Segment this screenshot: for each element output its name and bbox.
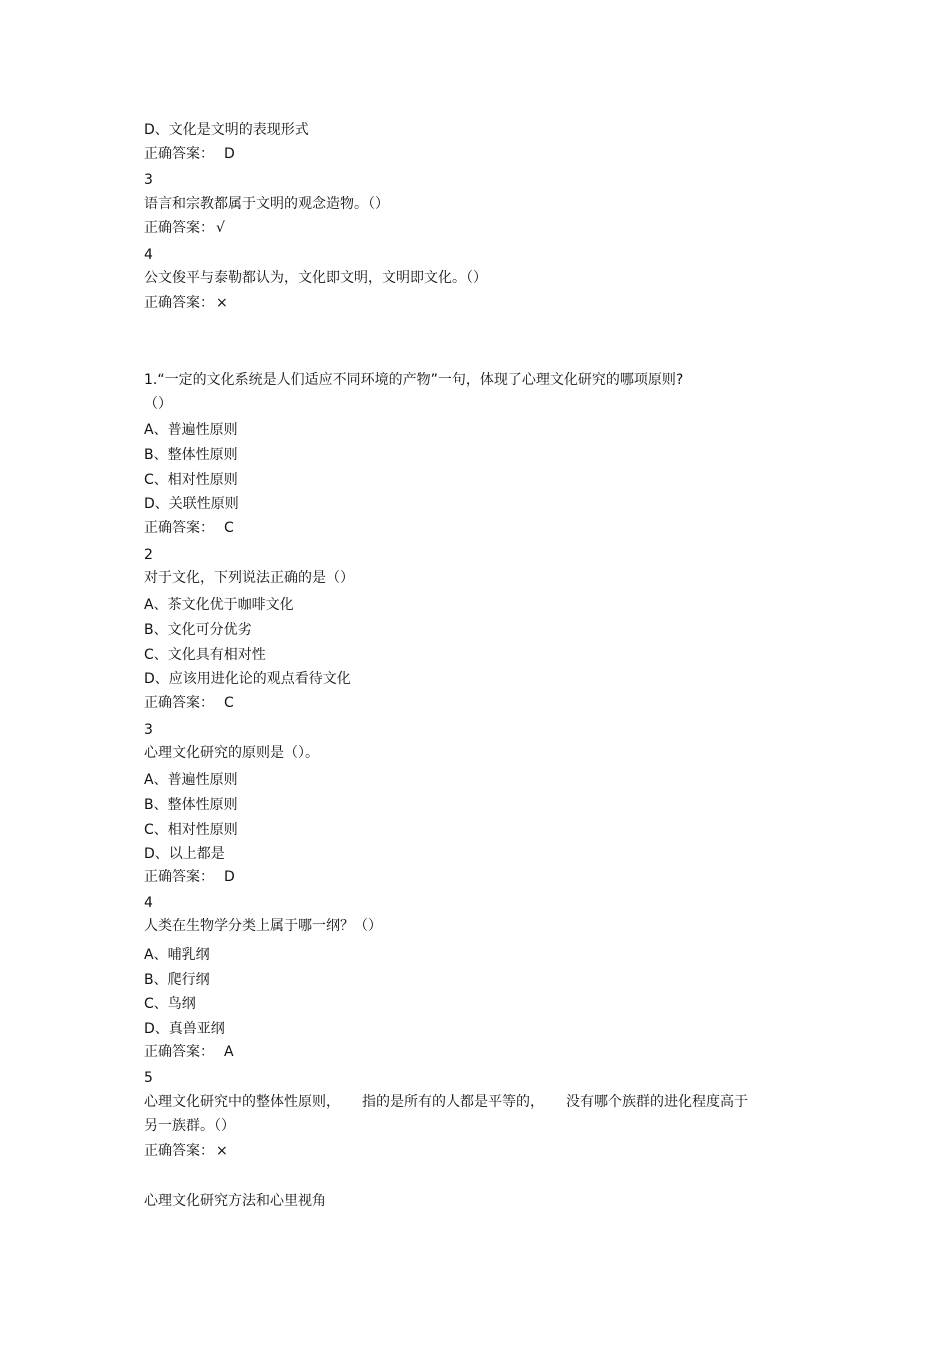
option-d: D、应该用进化论的观点看待文化 [144,671,351,687]
answer-value: C [224,695,234,711]
answer-line [144,518,234,538]
answer-line [144,867,235,887]
question-text: 对于文化，下列说法正确的是（） [144,570,354,586]
question-text-continued: （） [144,396,172,412]
answer-label: 正确答案： [144,220,214,236]
question-text-part: 指的是所有的人都是平等的， [362,1094,544,1110]
answer-value: A [224,1044,234,1060]
answer-label: 正确答案： [144,1044,214,1060]
answer-label: 正确答案： [144,695,214,711]
option-b: B、文化可分优劣 [144,622,252,638]
question-text: 公文俊平与泰勒都认为，文化即文明，文明即文化。（） [144,270,487,286]
answer-value: D [224,869,235,885]
answer-line [144,218,225,238]
question-number: 2 [144,547,153,563]
question-text: 1.“一定的文化系统是人们适应不同环境的产物”一句，体现了心理文化研究的哪项原则? [144,372,684,388]
question-text [144,1092,748,1112]
option-c: C、文化具有相对性 [144,647,266,663]
answer-value: C [224,520,234,536]
question-number: 3 [144,722,153,738]
question-text-part: 心理文化研究中的整体性原则， [144,1094,340,1110]
answer-value: × [216,1143,228,1159]
option-a: A、普遍性原则 [144,422,238,438]
answer-value: D [224,146,235,162]
answer-label: 正确答案： [144,295,214,311]
question-number: 5 [144,1070,153,1086]
option-c: C、鸟纲 [144,996,196,1012]
option-d: D、以上都是 [144,846,225,862]
question-text-part: 没有哪个族群的进化程度高于 [566,1094,748,1110]
answer-line [144,693,234,713]
answer-line [144,1141,228,1161]
question-text: 人类在生物学分类上属于哪一纲？（） [144,918,382,934]
answer-value: × [216,295,228,311]
option-d: D、关联性原则 [144,496,239,512]
option-b: B、整体性原则 [144,447,238,463]
question-number: 4 [144,895,153,911]
answer-line [144,1042,234,1062]
option-d: D、文化是文明的表现形式 [144,122,309,138]
option-c: C、相对性原则 [144,472,238,488]
option-a: A、哺乳纲 [144,947,210,963]
option-a: A、普遍性原则 [144,772,238,788]
option-a: A、茶文化优于咖啡文化 [144,597,294,613]
answer-label: 正确答案： [144,869,214,885]
option-c: C、相对性原则 [144,822,238,838]
question-number: 3 [144,172,153,188]
section-heading: 心理文化研究方法和心里视角 [144,1193,326,1209]
option-b: B、整体性原则 [144,797,238,813]
option-b: B、爬行纲 [144,972,210,988]
answer-label: 正确答案： [144,146,214,162]
question-text: 心理文化研究的原则是（）。 [144,745,319,761]
question-text-continued: 另一族群。（） [144,1118,235,1134]
question-text: 语言和宗教都属于文明的观念造物。（） [144,196,389,212]
answer-line [144,144,235,164]
option-d: D、真兽亚纲 [144,1021,225,1037]
answer-line [144,293,228,313]
answer-label: 正确答案： [144,1143,214,1159]
answer-label: 正确答案： [144,520,214,536]
question-number: 4 [144,247,153,263]
answer-value: √ [216,220,225,236]
